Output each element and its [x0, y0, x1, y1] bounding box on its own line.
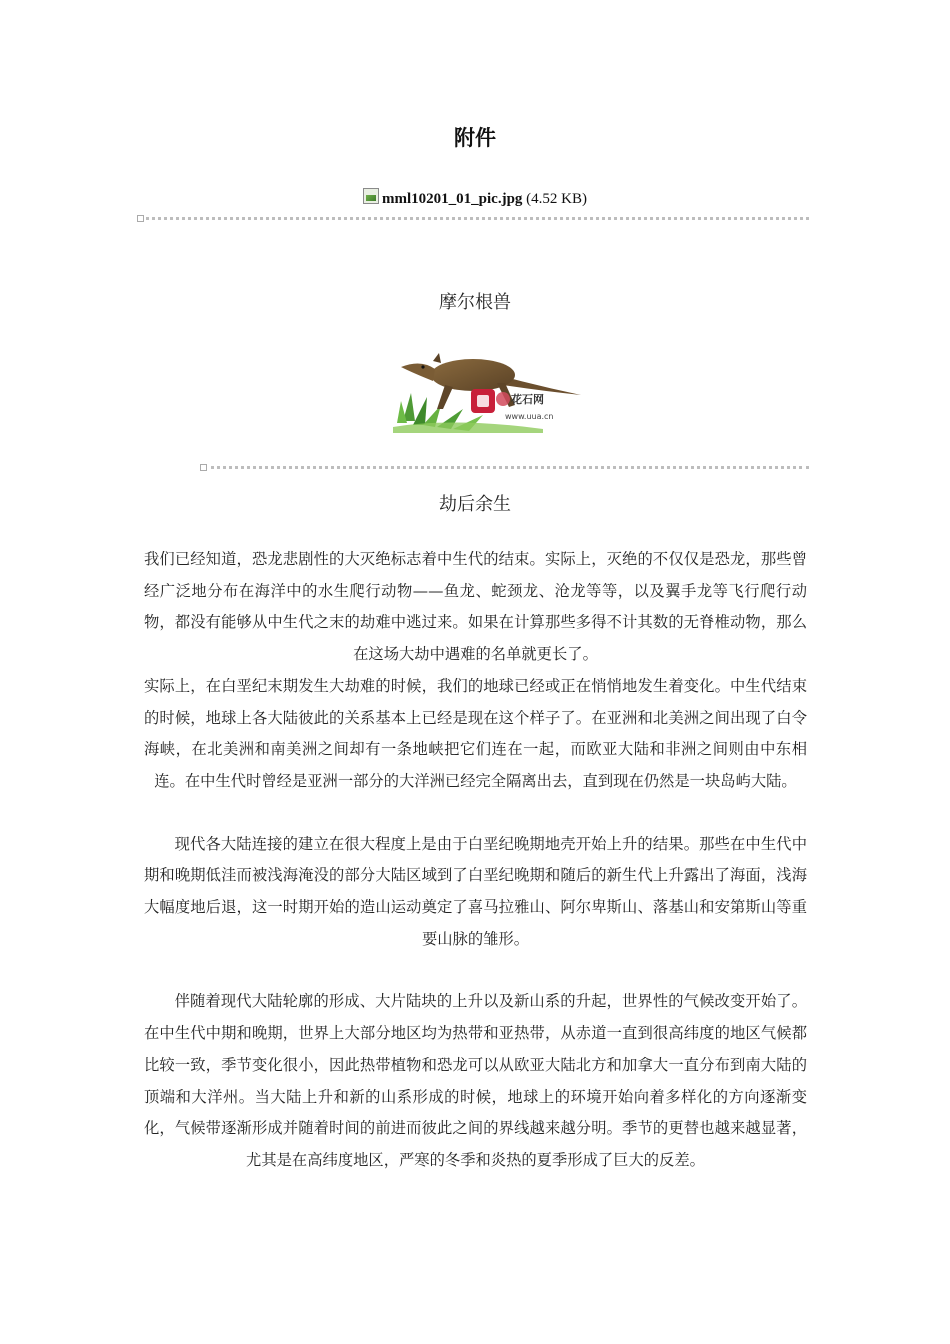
paragraph-1: 我们已经知道，恐龙悲剧性的大灭绝标志着中生代的结束。实际上，灭绝的不仅仅是恐龙，那些曾经广泛地分布在海洋中的水生爬行动物——鱼龙、蛇颈龙、沧龙等等，以及翼手龙等飞行爬行动物，都没有能够从中生代之末的劫难中逃过来。如果在计算那些多得不计其数的无脊椎动物，那么在这场大劫中遇难的名单就更长了。	[144, 550, 807, 664]
divider-top	[141, 217, 809, 220]
resize-handle-icon	[137, 215, 144, 222]
resize-handle-icon	[200, 464, 207, 471]
figure-caption: 摩尔根兽	[439, 292, 511, 313]
morganucodon-illustration	[393, 343, 588, 435]
attachment-filename[interactable]: mml10201_01_pic.jpg	[382, 191, 523, 207]
article-body	[144, 544, 807, 1177]
paragraph-4: 伴随着现代大陆轮廓的形成、大片陆块的上升以及新山系的升起，世界性的气候改变开始了。在中生代中期和晚期，世界上大部分地区均为热带和亚热带，从赤道一直到很高纬度的地区气候都比较一致，季节变化很小，因此热带植物和恐龙可以从欧亚大陆北方和加拿大一直分布到南大陆的顶端和大洋州。当大陆上升和新的山系形成的时候，地球上的环境开始向着多样化的方向逐渐变化，气候带逐渐形成并随着时间的前进而彼此之间的界线越来越分明。季节的更替也越来越显著，尤其是在高纬度地区，严寒的冬季和炎热的夏季形成了巨大的反差。	[144, 992, 807, 1169]
page-title: 附件	[454, 126, 496, 150]
section-title: 劫后余生	[439, 494, 511, 515]
paragraph-spacer	[144, 955, 807, 986]
paragraph-2: 实际上，在白垩纪末期发生大劫难的时候，我们的地球已经或正在悄悄地发生着变化。中生代结束的时候，地球上各大陆彼此的关系基本上已经是现在这个样子了。在亚洲和北美洲之间出现了白令海峡，在北美洲和南美洲之间却有一条地峡把它们连在一起，而欧亚大陆和非洲之间则由中东相连。在中生代时曾经是亚洲一部分的大洋洲已经完全隔离出去，直到现在仍然是一块岛屿大陆。	[144, 676, 807, 790]
divider-middle	[204, 466, 809, 469]
svg-text:www.uua.cn: www.uua.cn	[505, 412, 554, 421]
attachment-size: (4.52 KB)	[526, 191, 587, 207]
paragraph-3: 现代各大陆连接的建立在很大程度上是由于白垩纪晚期地壳开始上升的结果。那些在中生代中期和晚期低洼而被浅海淹没的部分大陆区域到了白垩纪晚期和随后的新生代上升露出了海面，浅海大幅度地后退，这一时期开始的造山运动奠定了喜马拉雅山、阿尔卑斯山、落基山和安第斯山等重要山脉的雏形。	[144, 834, 807, 948]
svg-text:花石网: 花石网	[511, 393, 544, 406]
watermark-logo	[471, 389, 554, 421]
attachment-link[interactable]	[0, 188, 950, 208]
paragraph-spacer	[144, 798, 807, 829]
image-file-icon	[363, 188, 379, 204]
